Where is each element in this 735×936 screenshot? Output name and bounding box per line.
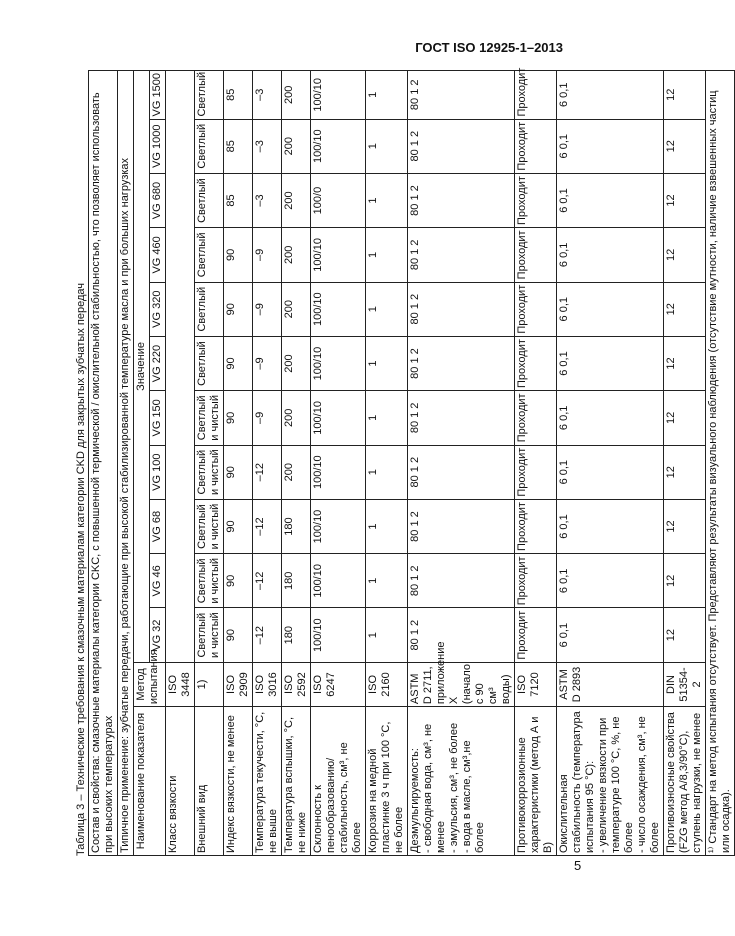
value-cell: 200 [282, 391, 311, 445]
requirements-table [88, 67, 735, 856]
value-cell: 1 [366, 391, 408, 445]
grade-header: VG 1000 [150, 119, 166, 173]
row-method: ISO 2592 [282, 662, 311, 706]
value-cell: –9 [253, 282, 282, 336]
value-cell: –9 [253, 336, 282, 390]
value-cell: –3 [253, 119, 282, 173]
row-demulsibility [408, 71, 515, 856]
value-cell: 80 1 2 [408, 445, 515, 499]
value-cell: Проходит [515, 554, 557, 608]
value-cell: 12 [664, 173, 706, 227]
value-cell: 200 [282, 119, 311, 173]
value-cell: Проходит [515, 391, 557, 445]
value-cell: 1 [366, 336, 408, 390]
value-cell: 6 0,1 [557, 391, 664, 445]
value-cell: Проходит [515, 119, 557, 173]
value-cell: 200 [282, 173, 311, 227]
value-cell: 80 1 2 [408, 554, 515, 608]
row-method: ISO 3448 [166, 662, 195, 706]
value-cell: –12 [253, 499, 282, 553]
row-name: Внешний вид [195, 707, 224, 856]
value-cell: 12 [664, 71, 706, 120]
value-cell: 12 [664, 391, 706, 445]
row-flash-point [282, 71, 311, 856]
value-cell: Светлый [195, 119, 224, 173]
value-cell: 80 1 2 [408, 119, 515, 173]
row-name: Индекс вязкости, не менее [224, 707, 253, 856]
value-cell: Светлый и чистый [195, 391, 224, 445]
value-cell: 6 0,1 [557, 445, 664, 499]
value-cell: Светлый и чистый [195, 608, 224, 662]
value-cell: 180 [282, 554, 311, 608]
standard-header: ГОСТ ISO 12925-1–2013 [415, 40, 563, 55]
value-cell: 100/10 [311, 336, 366, 390]
value-cell: 1 [366, 445, 408, 499]
value-cell: 200 [282, 228, 311, 282]
row-method: 1) [195, 662, 224, 706]
value-cell: 200 [282, 71, 311, 120]
value-cell: 80 1 2 [408, 282, 515, 336]
grade-header: VG 1500 [150, 71, 166, 120]
value-cell: Светлый и чистый [195, 554, 224, 608]
value-cell: 12 [664, 119, 706, 173]
row-method: ASTM D 2893 [557, 662, 664, 706]
value-cell: Светлый [195, 336, 224, 390]
value-cell: 100/10 [311, 282, 366, 336]
value-cell: 100/0 [311, 173, 366, 227]
value-cell: 1 [366, 71, 408, 120]
value-cell: 6 0,1 [557, 608, 664, 662]
value-cell: 80 1 2 [408, 391, 515, 445]
value-cell: 100/10 [311, 445, 366, 499]
value-cell: 6 0,1 [557, 71, 664, 120]
value-cell: 1 [366, 282, 408, 336]
value-cell: 12 [664, 336, 706, 390]
value-cell: 85 [224, 71, 253, 120]
value-cell: 1 [366, 228, 408, 282]
row-method: ISO 2909 [224, 662, 253, 706]
value-cell: 1 [366, 499, 408, 553]
value-cell: 6 0,1 [557, 499, 664, 553]
value-cell: 80 1 2 [408, 336, 515, 390]
value-cell: Проходит [515, 228, 557, 282]
value-cell: Проходит [515, 499, 557, 553]
grade-header: VG 150 [150, 391, 166, 445]
value-cell: Светлый [195, 71, 224, 120]
row-name: Класс вязкости [166, 707, 195, 856]
row-name: Склонность к пенообразованию/ стабильность, см³, не более [311, 707, 366, 856]
value-cell: 1 [366, 608, 408, 662]
value-cell: 1 [366, 173, 408, 227]
row-method: ISO 6247 [311, 662, 366, 706]
grade-header: VG 68 [150, 499, 166, 553]
row-name: Температура текучести, °С, не выше [253, 707, 282, 856]
value-cell: –12 [253, 554, 282, 608]
value-cell: Проходит [515, 445, 557, 499]
value-cell: 6 0,1 [557, 336, 664, 390]
value-cell: 85 [224, 173, 253, 227]
empty-cell [166, 71, 195, 663]
value-cell: 90 [224, 282, 253, 336]
value-cell: –12 [253, 608, 282, 662]
row-antiwear [664, 71, 706, 856]
row-foaming [311, 71, 366, 856]
footnote: ¹⁾ Стандарт на метод испытания отсутствует. Представляют результаты визуального наблюдения (отсутствие мутности, наличие взвешенных частиц или осадка). [706, 71, 735, 856]
value-cell: 200 [282, 445, 311, 499]
value-cell: 80 1 2 [408, 173, 515, 227]
value-cell: 100/10 [311, 71, 366, 120]
value-cell: 12 [664, 608, 706, 662]
grade-header: VG 320 [150, 282, 166, 336]
grade-header: VG 460 [150, 228, 166, 282]
row-method: ISO 7120 [515, 662, 557, 706]
value-cell: 200 [282, 336, 311, 390]
value-cell: Проходит [515, 173, 557, 227]
row-pour-point [253, 71, 282, 856]
value-cell: 90 [224, 554, 253, 608]
row-name: Деэмульгируемость: - свободная вода, см³, не менее - эмульсия, см³, не более - вода в масле, см³,не более [408, 707, 515, 856]
value-cell: 180 [282, 608, 311, 662]
col-header-value: Значение [134, 71, 150, 663]
row-name: Противокоррозионные характеристики (метод А и В) [515, 707, 557, 856]
value-cell: 6 0,1 [557, 173, 664, 227]
row-method: ISO 3016 [253, 662, 282, 706]
grade-header: VG 100 [150, 445, 166, 499]
value-cell: 100/10 [311, 499, 366, 553]
value-cell: Проходит [515, 336, 557, 390]
value-cell: 12 [664, 554, 706, 608]
value-cell: 200 [282, 282, 311, 336]
row-name: Коррозия на медной пластинке 3 ч при 100 °С, не более [366, 707, 408, 856]
value-cell: 180 [282, 499, 311, 553]
value-cell: Проходит [515, 282, 557, 336]
row-name: Окислительная стабильность (температура испытания 95 °С): - увеличение вязкости при температуре 100 °С, %, не более - число осаждения, см³, не более [557, 707, 664, 856]
row-name: Противоизносные свойства (FZG метод А/8,3/90°С), ступень нагрузки, не менее [664, 707, 706, 856]
rotated-table-block [75, 67, 732, 856]
value-cell: 6 0,1 [557, 228, 664, 282]
col-header-name: Наименование показателя [134, 707, 166, 856]
row-name: Температура вспышки, °С, не ниже [282, 707, 311, 856]
value-cell: 80 1 2 [408, 499, 515, 553]
table-title: Таблица 3 – Технические требования к смазочным материалам категории CKD для закрытых зубчатых передач [75, 282, 87, 856]
value-cell: 90 [224, 445, 253, 499]
value-cell: 12 [664, 228, 706, 282]
value-cell: 6 0,1 [557, 554, 664, 608]
page-number: 5 [574, 858, 582, 873]
value-cell: Проходит [515, 608, 557, 662]
value-cell: 80 1 2 [408, 228, 515, 282]
grade-header: VG 32 [150, 608, 166, 662]
value-cell: 80 1 2 [408, 608, 515, 662]
value-cell: 90 [224, 228, 253, 282]
col-header-method: Метод испытания [134, 662, 166, 706]
value-cell: Светлый [195, 282, 224, 336]
grade-header: VG 220 [150, 336, 166, 390]
value-cell: 80 1 2 [408, 71, 515, 120]
value-cell: 12 [664, 445, 706, 499]
value-cell: 90 [224, 499, 253, 553]
row-method: DIN 51354-2 [664, 662, 706, 706]
row-appearance [195, 71, 224, 856]
value-cell: Проходит [515, 71, 557, 120]
value-cell: 12 [664, 282, 706, 336]
value-cell: 85 [224, 119, 253, 173]
value-cell: 100/10 [311, 228, 366, 282]
value-cell: 100/10 [311, 608, 366, 662]
value-cell: Светлый [195, 173, 224, 227]
value-cell: 1 [366, 554, 408, 608]
value-cell: 100/10 [311, 391, 366, 445]
value-cell: –3 [253, 173, 282, 227]
value-cell: Светлый и чистый [195, 445, 224, 499]
value-cell: Светлый [195, 228, 224, 282]
value-cell: 90 [224, 608, 253, 662]
row-viscosity-index [224, 71, 253, 856]
row-method: ASTM D 2711, приложение X (начало с 90 см³ воды) [408, 662, 515, 706]
row-viscosity-class [166, 71, 195, 856]
value-cell: 12 [664, 499, 706, 553]
row-rust-protection [515, 71, 557, 856]
value-cell: 1 [366, 119, 408, 173]
grade-header: VG 46 [150, 554, 166, 608]
value-cell: –9 [253, 391, 282, 445]
row-method: ISO 2160 [366, 662, 408, 706]
row-copper-corrosion [366, 71, 408, 856]
value-cell: –12 [253, 445, 282, 499]
grade-header: VG 680 [150, 173, 166, 227]
value-cell: 100/10 [311, 554, 366, 608]
value-cell: 90 [224, 391, 253, 445]
value-cell: Светлый и чистый [195, 499, 224, 553]
row-oxidation-stability [557, 71, 664, 856]
application-row: Типичное применение: зубчатые передачи, работающие при высокой стабилизированной температуре масла и при больших нагрузках [118, 71, 134, 856]
value-cell: 6 0,1 [557, 282, 664, 336]
value-cell: –9 [253, 228, 282, 282]
value-cell: 100/10 [311, 119, 366, 173]
value-cell: 6 0,1 [557, 119, 664, 173]
composition-row: Состав и свойства: смазочные материалы категории CKC, с повышенной термической / окислительной стабильностью, что позволяет использовать при высоких температурах [89, 71, 118, 856]
value-cell: 90 [224, 336, 253, 390]
value-cell: –3 [253, 71, 282, 120]
